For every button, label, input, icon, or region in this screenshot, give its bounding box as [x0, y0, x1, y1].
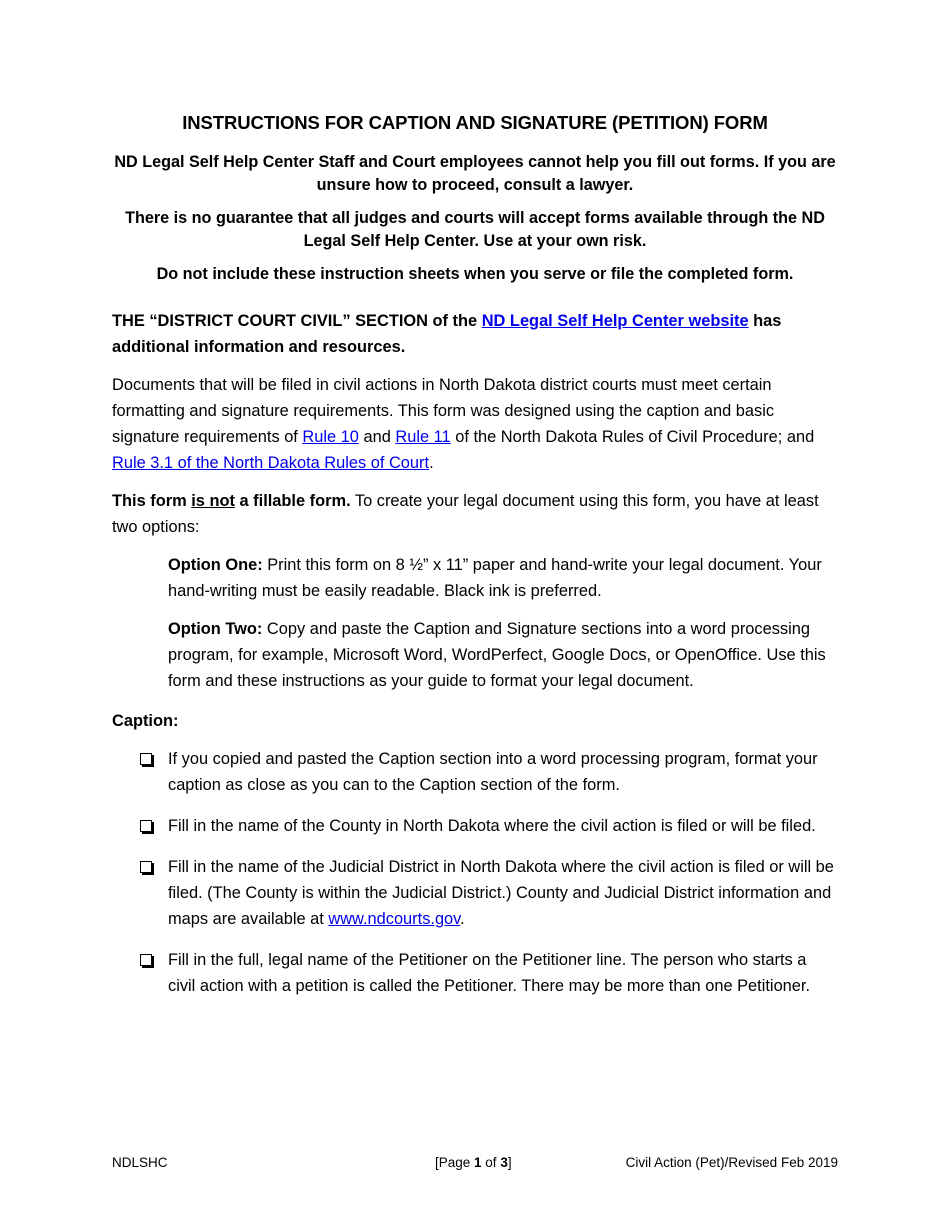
- footer-page-number: [435, 1155, 512, 1170]
- district-tail: has additional information and resources.: [112, 312, 782, 356]
- document-page: [112, 112, 838, 1014]
- caption-item-text: Fill in the name of the County in North Dakota where the civil action is filed or will be filed.: [168, 817, 816, 835]
- rule-3-1-link[interactable]: Rule 3.1 of the North Dakota Rules of Court: [112, 454, 430, 472]
- documents-end: .: [429, 454, 434, 472]
- option-one-text: Print this form on 8 ½” x 11” paper and hand-write your legal document. Your hand-writing must be easily readable. Black ink is preferred.: [168, 556, 822, 600]
- rule-10-link[interactable]: Rule 10: [302, 428, 359, 446]
- caption-item-text: If you copied and pasted the Caption section into a word processing program, format your caption as close as you can to the Caption section of the form.: [168, 750, 818, 794]
- footer-right: Civil Action (Pet)/Revised Feb 2019: [625, 1155, 838, 1170]
- fillable-is-not: is not: [191, 492, 235, 510]
- caption-item-text: Fill in the full, legal name of the Petitioner on the Petitioner line. The person who starts a civil action with a petition is called the Petitioner. There may be more than one Petitioner.: [168, 951, 811, 995]
- list-item: [112, 746, 838, 798]
- checkbox-icon: [140, 753, 152, 765]
- district-lead: THE “DISTRICT COURT CIVIL” SECTION of the: [112, 312, 482, 330]
- district-section-para: [112, 308, 838, 360]
- checkbox-icon: [140, 820, 152, 832]
- page-of: of: [481, 1155, 501, 1170]
- documents-text-2: of the North Dakota Rules of Civil Procedure; and: [450, 428, 815, 446]
- ndcourts-link[interactable]: www.ndcourts.gov: [328, 910, 461, 928]
- fillable-bold-2: a fillable form.: [234, 492, 351, 510]
- checkbox-icon: [140, 861, 152, 873]
- list-item: [112, 947, 838, 999]
- fillable-bold-1: This form: [112, 492, 192, 510]
- option-two-label: Option Two:: [168, 620, 263, 638]
- caption-heading: Caption:: [112, 712, 179, 730]
- page-total: 3: [500, 1155, 508, 1170]
- footer-left: NDLSHC: [112, 1155, 168, 1170]
- page-num: 1: [474, 1155, 482, 1170]
- caption-item-text: Fill in the name of the Judicial District in North Dakota where the civil action is filed or will be filed. (The County is within the Judicial District.) County and Judicial District information and maps are available at: [168, 858, 834, 928]
- caption-item-end: .: [460, 910, 465, 928]
- documents-text-1: Documents that will be filed in civil actions in North Dakota district courts must meet certain formatting and signature requirements. This form was designed using the caption and basic signature requirements of: [112, 376, 775, 446]
- documents-and: and: [358, 428, 396, 446]
- rule-11-link[interactable]: Rule 11: [395, 428, 451, 446]
- checkbox-icon: [140, 954, 152, 966]
- caption-checklist: [112, 746, 838, 999]
- documents-para: [112, 372, 838, 476]
- self-help-website-link[interactable]: ND Legal Self Help Center website: [481, 312, 749, 330]
- option-one-label: Option One:: [168, 556, 263, 574]
- notice-guarantee: There is no guarantee that all judges and courts will accept forms available through the ND Legal Self Help Center. Use at your own risk.: [125, 209, 825, 250]
- fillable-rest: To create your legal document using this form, you have at least two options:: [112, 492, 819, 536]
- page-close: ]: [507, 1155, 512, 1170]
- option-two-text: Copy and paste the Caption and Signature sections into a word processing program, for example, Microsoft Word, WordPerfect, Google Docs, or OpenOffice. Use this form and these instructions as your guide to format your legal document.: [168, 620, 826, 690]
- list-item: [112, 854, 838, 932]
- page-open: [Page: [435, 1155, 475, 1170]
- page-footer: [112, 1155, 838, 1170]
- list-item: [112, 813, 838, 839]
- notice-instructions: Do not include these instruction sheets when you serve or file the completed form.: [156, 265, 794, 283]
- notice-staff: ND Legal Self Help Center Staff and Court employees cannot help you fill out forms. If you are unsure how to proceed, consult a lawyer.: [114, 153, 836, 194]
- fillable-para: [112, 488, 838, 540]
- option-two: [168, 616, 838, 694]
- option-one: [168, 552, 838, 604]
- page-title: INSTRUCTIONS FOR CAPTION AND SIGNATURE (PETITION) FORM: [182, 112, 768, 133]
